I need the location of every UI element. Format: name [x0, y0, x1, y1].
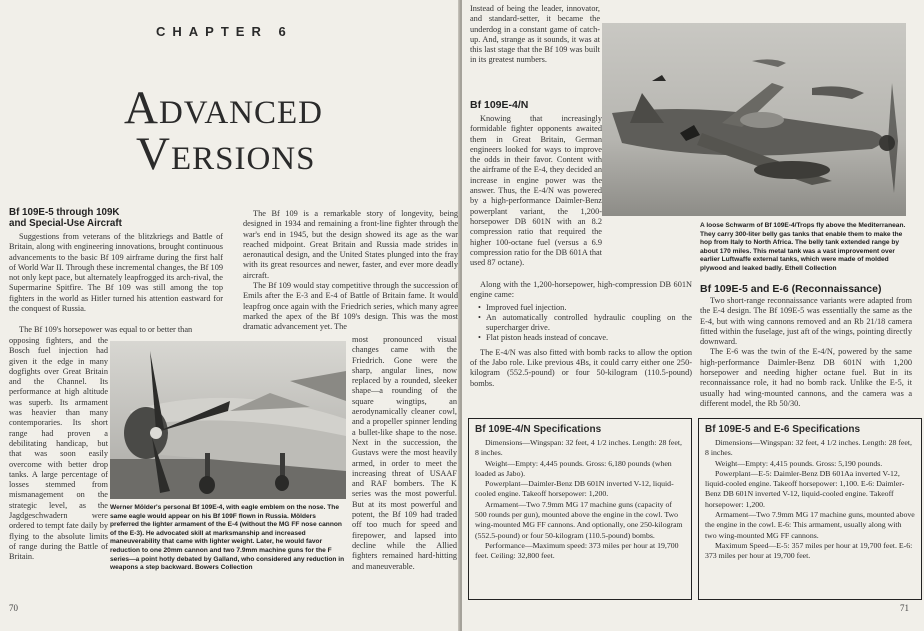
e4n-paragraph-1: Knowing that increasingly formidable fighter opponents awaited them in Great Britain, German engineers looked for ways to improve the odds in their favor. Content with the airframe of the E-4, they decided an increase in engine power was the answer. Thus, the E-4/N was powered by a high-performance Daimler-Benz powerplant variant, the 1,200-horsepower DB 601N with an 8.2 compression ratio that required the higher 100-octane fuel (versus a 6.9 compression ratio for the DB 601A that used 87 octane).: [470, 114, 602, 268]
photo-molders-bf109e4: [110, 341, 346, 499]
list-item: • Flat piston heads instead of concave.: [480, 333, 692, 343]
e4n-feature-list: [470, 303, 692, 344]
right-photo-caption: A loose Schwarm of Bf 109E-4/Trops fly above the Mediterranean. They carry 300-liter belly gas tanks that enable them to make the hop from Italy to North Africa. The belly tank extended range by about 170 miles. This metal tank was a vast improvement over earlier Luftwaffe external tanks, which were made of molded plywood and leaked badly. Ethell Collection: [700, 222, 906, 272]
heading-e5-e6-recon: Bf 109E-5 and E-6 (Reconnaissance): [700, 283, 882, 295]
right-col1-intro: Instead of being the leader, innovator, and standard-setter, it became the underdog in a constant game of catch-up. And, strange as it sounds, it was at this last stage that the Bf 109 was built in its greatest numbers.: [470, 4, 600, 65]
page-number-left: 70: [9, 603, 18, 613]
chapter-title-line2: Versions: [136, 128, 316, 180]
spec-line: Performance—Maximum speed: 373 miles per hour at 19,700 feet. Ceiling: 32,800 feet.: [475, 540, 679, 561]
spec-line: Powerplant—E-5: Daimler-Benz DB 601Aa inverted V-12, liquid-cooled engine. Takeoff horsepower: 1,100. E-6: Daimler-Benz DB 601N inverted V-12, liquid-cooled engine. Takeoff horsepower: 1,200.: [705, 468, 905, 509]
chapter-label: CHAPTER 6: [156, 24, 293, 39]
spec-box-e5-e6: [698, 418, 922, 600]
spec-line: Armament—Two 7.9mm MG 17 machine guns (capacity of 500 rounds per gun), mounted above the engine in the cowl. Two wing-mounted MG FF cannons. And optionally, one 250-kilogram (552.5-pound) or four 50-kilogram (110.5-pound) bombs.: [475, 499, 683, 540]
col2-paragraphs: The Bf 109 is a remarkable story of longevity, being designed in 1934 and remaining a front-line fighter through the war's end in 1945, but the design showed its age as the war reached midpoint. Great Britain and Russia made strides in aeronautical design, and the United States plunged into the fray with its great resources and newer, faster, and ever more deadly aircraft. The Bf 109 would stay competitive through the succession of Emils after the E-3 and E-4 of Battle of Britain fame. It would leapfrog once again with the Friedrich series, which many agree marked the apex of the Bf 109's design. This was the most dramatic advancement yet. The: [243, 209, 458, 332]
page-number-right: 71: [900, 603, 909, 613]
col1-paragraph-1: Suggestions from veterans of the blitzkriegs and Battle of Britain, along with engineering innovations, brought continuous advancements to the basic Bf 109 airframe during the first half of World War II. Through these incremental changes, the Bf 109 not only kept pace, but alternately leapfrogged its arch-rival, the Supermarine Spitfire. The Bf 109 was still among the top fighters in the world as Hitler turned his attention eastward for the conquest of Russia.: [9, 232, 223, 314]
left-photo-caption: Werner Mölder's personal Bf 109E-4, with eagle emblem on the nose. The same eagle would appear on his Bf 109F flown in Russia. Mölders preferred the lighter armament of the E-4 (without the MG FF nose cannon of the E-3). He advocated skill at marksmanship and increased maneuverability that came with lighter weight. Later, he would favor reduction to one 20mm cannon and two 7.9mm machine guns for the F series—a point hotly debated by Galland, who considered any reduction in weapons a step backward. Bowers Collection: [110, 504, 345, 572]
spec-line: Weight—Empty: 4,415 pounds. Gross: 5,190 pounds.: [715, 458, 883, 468]
spec-line: Dimensions—Wingspan: 32 feet, 4 1/2 inches. Length: 28 feet, 8 inches.: [705, 438, 912, 458]
e5-e6-text: Two short-range reconnaissance variants were adapted from the E-4 design. The Bf 109E-5 was essentially the same as the E-4, but with wing cannons removed and an Rb 21/18 camera fitted within the fuselage, just aft of the wings, pointing directly downward. The E-6 was the twin of the E-4/N, powered by the same high-performance Daimler-Benz DB 601N with 1,200 horsepower and needing higher octane fuel. But in its reconnaissance role, it had no bomb rack. Unlike the E-5, it usually had wing-mounted cannons, and the camera was a different model, the Rb 50/30.: [700, 296, 912, 408]
chapter-title-line1: Advanced: [124, 82, 324, 134]
spec-box-e4n: [468, 418, 692, 600]
right-page: [462, 0, 924, 631]
spec-box-e4n-title: Bf 109E-4/N Specifications: [475, 424, 602, 435]
spec-line: Weight—Empty: 4,445 pounds. Gross: 6,180 pounds (when loaded as Jabo).: [475, 458, 672, 478]
heading-e4n: Bf 109E-4/N: [470, 99, 529, 111]
spec-line: Armament—Two 7.9mm MG 17 machine guns, mounted above the engine in the cowl. E-6: This armament, usually along with two wing-mounted MG FF cannons.: [705, 510, 915, 540]
spec-line: Powerplant—Daimler-Benz DB 601N inverted V-12, liquid-cooled engine. Takeoff horsepower: 1,200.: [475, 479, 674, 499]
left-page: [0, 0, 460, 631]
spec-line: Maximum Speed—E-5: 357 miles per hour at 19,700 feet. E-6: 373 miles per hour at 19,700 feet.: [705, 540, 913, 561]
photo-aircraft-illustration: [110, 341, 346, 499]
spec-line: Dimensions—Wingspan: 32 feet, 4 1/2 inches. Length: 28 feet, 8 inches.: [475, 438, 682, 458]
photo-formation-illustration: [602, 23, 906, 216]
col1-paragraph-2-narrow: opposing fighters, and the Bosch fuel injection had given it the edge in many dogfights over Great Britain and the Channel. Its performance at high altitude was superb. Its armament was heavier than many contemporaries. Its short range had proven a debilitating handicap, but that was soon easily overcome with better drop tanks. A large percentage of losses stemmed from mismanagement on the strategic level, as the Jagdgeschwadern were ordered to tempt fate daily by flying to the absolute limits of range during the Battle of Britain.: [9, 336, 108, 562]
col2-paragraph-narrow: most pronounced visual changes came with the Friedrich. Gone were the sharp, angular lines, now replaced by a rounded, sleeker shape—a rounding of the square wingtips, an aerodynamically cleaner cowl, and a propeller spinner lending a bullet-like shape to the nose. Next in the succession, the Gustavs were the most heavily armed, in order to meet the increasing threat of USAAF and RAF bombers. The K series was the most powerful. But at its most powerful and potent, the Bf 109 had traded off too much for speed and firepower, and lapsed into decline while the Allied fighters remained hard-hitting and maneuverable.: [352, 335, 457, 571]
list-item: • Improved fuel injection.: [480, 303, 692, 313]
photo-schwarm-bf109e4-trop: [602, 23, 906, 216]
col1-paragraph-2-top: The Bf 109's horsepower was equal to or better than: [19, 325, 193, 334]
e4n-lower-text: Along with the 1,200-horsepower, high-compression DB 601N engine came: • Improved fuel injection. • An automatically controlled hydraulic coupling on the supercharger drive. • Flat piston heads instead of concave. The E-4/N was also fitted with bomb racks to allow the option of the Jabo role. Like previous 4Bs, it could carry either one 250-kilogram (552.5-pound) or four 50-kilogram (110.5-pound) bombs.: [470, 280, 692, 408]
spec-box-e5-e6-title: Bf 109E-5 and E-6 Specifications: [705, 424, 861, 435]
section-heading-e5-k: Bf 109E-5 through 109K and Special-Use Aircraft: [9, 207, 122, 229]
list-item: • An automatically controlled hydraulic coupling on the supercharger drive.: [480, 313, 692, 334]
